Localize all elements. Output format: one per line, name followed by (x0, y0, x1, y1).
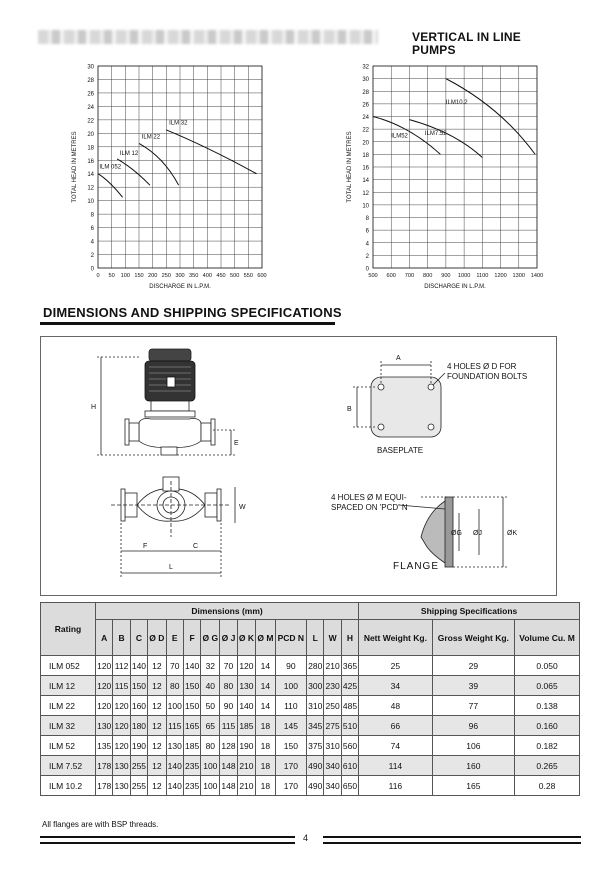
table-cell: 170 (275, 776, 306, 796)
table-cell: 255 (130, 776, 147, 796)
table-cell: 490 (307, 756, 324, 776)
table-cell: 100 (166, 696, 183, 716)
dim-col-header: Ø J (220, 620, 237, 656)
rating-cell: ILM 7.52 (41, 756, 96, 776)
table-cell: 160 (432, 756, 515, 776)
table-cell: 14 (256, 656, 276, 676)
footnote: All flanges are with BSP threads. (42, 820, 159, 829)
table-cell: 12 (148, 756, 166, 776)
x-axis-label: DISCHARGE IN L.P.M. (149, 284, 211, 290)
x-tick-label: 250 (161, 273, 172, 279)
table-cell: 650 (341, 776, 358, 796)
x-tick-label: 400 (202, 273, 213, 279)
dim-label-l: L (169, 564, 173, 571)
table-cell: 130 (166, 736, 183, 756)
table-cell: 485 (341, 696, 358, 716)
pump-elevation-drawing (97, 349, 237, 455)
chart-large-pumps (335, 58, 555, 298)
table-cell: 340 (324, 756, 341, 776)
dim-col-header: Ø G (201, 620, 220, 656)
y-tick-label: 20 (362, 140, 369, 147)
table-cell: 12 (148, 696, 166, 716)
page-number: 4 (303, 833, 309, 843)
table-cell: 280 (307, 656, 324, 676)
dimension-drawings (41, 337, 556, 595)
x-tick-label: 800 (422, 273, 433, 279)
table-cell: 150 (275, 736, 306, 756)
chart-small-pumps-svg (60, 58, 280, 298)
flange-note-line1: 4 HOLES Ø M EQUI- (331, 493, 407, 502)
rating-cell: ILM 12 (41, 676, 96, 696)
y-tick-label: 26 (362, 102, 369, 109)
table-row (41, 736, 580, 756)
table-cell: 235 (183, 756, 200, 776)
dim-label-w: W (239, 504, 246, 511)
dim-label-b: B (347, 406, 352, 413)
x-tick-label: 900 (441, 273, 451, 279)
table-cell: 130 (237, 676, 255, 696)
table-cell: 115 (166, 716, 183, 736)
y-tick-label: 0 (90, 266, 94, 273)
x-tick-label: 1100 (476, 273, 489, 279)
table-cell: 0.065 (515, 676, 580, 696)
table-cell: 29 (432, 656, 515, 676)
table-cell: 340 (324, 776, 341, 796)
table-cell: 165 (183, 716, 200, 736)
x-axis-label: DISCHARGE IN L.P.M. (424, 284, 486, 290)
table-cell: 140 (237, 696, 255, 716)
table-cell: 235 (183, 776, 200, 796)
table-cell: 39 (432, 676, 515, 696)
table-row (41, 696, 580, 716)
rating-cell: ILM 32 (41, 716, 96, 736)
x-tick-label: 1000 (457, 273, 471, 279)
table-cell: 120 (113, 736, 130, 756)
table-cell: 185 (183, 736, 200, 756)
series-label: ILM 12 (119, 150, 139, 157)
table-cell: 210 (237, 756, 255, 776)
table-cell: 140 (130, 656, 147, 676)
table-cell: 0.160 (515, 716, 580, 736)
pump-plan-drawing (111, 477, 235, 577)
shipping-col-header: Volume Cu. M (515, 620, 580, 656)
dim-col-header: E (166, 620, 183, 656)
table-cell: 145 (275, 716, 306, 736)
table-row (41, 756, 580, 776)
table-cell: 74 (359, 736, 432, 756)
table-cell: 148 (220, 756, 237, 776)
y-tick-label: 0 (365, 266, 369, 273)
table-cell: 128 (220, 736, 237, 756)
dimension-drawings-panel (40, 336, 557, 596)
y-tick-label: 6 (90, 226, 94, 233)
series-label: ILM 32 (169, 120, 188, 127)
table-cell: 77 (432, 696, 515, 716)
x-tick-label: 350 (188, 273, 199, 279)
table-cell: 115 (220, 716, 237, 736)
y-tick-label: 8 (365, 216, 369, 222)
y-tick-label: 14 (362, 178, 369, 185)
table-cell: 185 (237, 716, 255, 736)
table-cell: 12 (148, 736, 166, 756)
y-tick-label: 2 (365, 253, 369, 260)
table-cell: 130 (113, 776, 130, 796)
table-cell: 375 (307, 736, 324, 756)
table-cell: 12 (148, 776, 166, 796)
table-cell: 40 (201, 676, 220, 696)
y-axis-label: TOTAL HEAD IN METRES (72, 131, 78, 203)
x-tick-label: 500 (229, 273, 240, 279)
y-tick-label: 2 (90, 253, 94, 260)
dim-col-header: F (183, 620, 200, 656)
x-tick-label: 600 (257, 273, 267, 279)
series-label: ILM 22 (141, 134, 161, 141)
series-label: ILM7.52 (424, 130, 447, 137)
table-row (41, 656, 580, 676)
chart-small-pumps (60, 58, 280, 298)
dim-label-f: F (143, 543, 148, 550)
table-cell: 106 (432, 736, 515, 756)
y-tick-label: 12 (362, 190, 369, 197)
table-row (41, 716, 580, 736)
table-cell: 110 (275, 696, 306, 716)
table-cell: 80 (201, 736, 220, 756)
dim-label-j: ØJ (473, 530, 482, 537)
table-cell: 160 (130, 696, 147, 716)
table-cell: 90 (275, 656, 306, 676)
table-cell: 190 (130, 736, 147, 756)
table-cell: 130 (113, 756, 130, 776)
y-tick-label: 24 (87, 104, 94, 111)
page-heading-line1: VERTICAL IN LINE (412, 30, 521, 44)
series-curve (117, 159, 150, 185)
table-cell: 150 (183, 676, 200, 696)
x-tick-label: 450 (216, 273, 226, 279)
table-cell: 130 (96, 716, 113, 736)
table-cell: 32 (201, 656, 220, 676)
section-title: DIMENSIONS AND SHIPPING SPECIFICATIONS (43, 305, 342, 320)
y-tick-label: 18 (362, 152, 369, 159)
table-cell: 120 (237, 656, 255, 676)
y-tick-label: 8 (90, 212, 94, 219)
dim-label-k: ØK (507, 530, 518, 537)
table-row (41, 776, 580, 796)
x-tick-label: 300 (175, 273, 185, 279)
y-tick-label: 6 (365, 228, 369, 235)
y-tick-label: 16 (87, 158, 94, 165)
table-cell: 425 (341, 676, 358, 696)
table-cell: 250 (324, 696, 341, 716)
table-cell: 12 (148, 656, 166, 676)
table-cell: 90 (220, 696, 237, 716)
table-cell: 135 (96, 736, 113, 756)
table-cell: 70 (220, 656, 237, 676)
table-cell: 165 (432, 776, 515, 796)
table-cell: 120 (96, 656, 113, 676)
dim-col-header: PCD N (275, 620, 306, 656)
table-cell: 180 (130, 716, 147, 736)
page-heading (412, 31, 582, 57)
y-tick-label: 4 (365, 241, 369, 248)
flange-label: FLANGE (393, 561, 440, 572)
table-cell: 70 (166, 656, 183, 676)
shipping-group-header: Shipping Specifications (359, 603, 580, 620)
table-cell: 0.265 (515, 756, 580, 776)
table-cell: 210 (237, 776, 255, 796)
y-tick-label: 18 (87, 145, 94, 152)
rating-cell: ILM 10.2 (41, 776, 96, 796)
table-cell: 150 (183, 696, 200, 716)
table-cell: 255 (130, 756, 147, 776)
table-cell: 210 (324, 656, 341, 676)
dim-label-c: C (193, 543, 199, 550)
table-cell: 18 (256, 716, 276, 736)
table-cell: 14 (256, 696, 276, 716)
table-cell: 120 (96, 696, 113, 716)
table-cell: 0.28 (515, 776, 580, 796)
table-cell: 148 (220, 776, 237, 796)
x-tick-label: 200 (147, 273, 158, 279)
table-cell: 230 (324, 676, 341, 696)
x-tick-label: 600 (386, 273, 396, 279)
table-cell: 140 (166, 756, 183, 776)
table-cell: 100 (201, 756, 220, 776)
x-tick-label: 1200 (494, 273, 507, 279)
x-tick-label: 1400 (530, 273, 544, 279)
y-tick-label: 26 (87, 91, 94, 98)
page-heading-line2: PUMPS (412, 43, 456, 57)
y-tick-label: 10 (87, 199, 94, 206)
table-cell: 34 (359, 676, 432, 696)
holes-note-line2: FOUNDATION BOLTS (447, 372, 528, 381)
table-cell: 0.182 (515, 736, 580, 756)
flange-note-line2: SPACED ON 'PCD' N (331, 503, 408, 512)
x-tick-label: 50 (108, 273, 115, 279)
table-cell: 140 (166, 776, 183, 796)
y-tick-label: 10 (362, 203, 369, 210)
footer-rule-right (323, 836, 581, 844)
dim-label-g: ØG (451, 530, 462, 537)
shipping-col-header: Nett Weight Kg. (359, 620, 432, 656)
series-label: ILM 052 (99, 164, 122, 171)
series-label: ILM52 (391, 133, 408, 140)
rating-cell: ILM 52 (41, 736, 96, 756)
blurred-header-text (38, 30, 378, 44)
dim-label-e: E (234, 440, 239, 447)
table-cell: 116 (359, 776, 432, 796)
y-axis-label: TOTAL HEAD IN METRES (347, 131, 353, 203)
table-cell: 18 (256, 736, 276, 756)
y-tick-label: 30 (362, 77, 369, 84)
y-tick-label: 4 (90, 239, 94, 246)
table-cell: 510 (341, 716, 358, 736)
table-cell: 100 (201, 776, 220, 796)
table-cell: 310 (324, 736, 341, 756)
y-tick-label: 28 (87, 77, 94, 84)
x-tick-label: 100 (120, 273, 131, 279)
series-label: ILM10.2 (445, 99, 468, 106)
section-underline (40, 322, 335, 325)
table-cell: 18 (256, 756, 276, 776)
y-tick-label: 22 (87, 118, 94, 125)
table-cell: 300 (307, 676, 324, 696)
table-cell: 65 (201, 716, 220, 736)
y-tick-label: 12 (87, 185, 94, 192)
dim-col-header: Ø D (148, 620, 166, 656)
table-row (41, 676, 580, 696)
table-cell: 14 (256, 676, 276, 696)
y-tick-label: 20 (87, 131, 94, 138)
specifications-body (41, 656, 580, 796)
table-cell: 310 (307, 696, 324, 716)
table-cell: 120 (113, 696, 130, 716)
y-tick-label: 32 (362, 64, 369, 71)
column-header-row (41, 620, 580, 656)
table-cell: 178 (96, 756, 113, 776)
specifications-table (40, 602, 580, 796)
dim-col-header: L (307, 620, 324, 656)
footer-rule-left (40, 836, 295, 844)
shipping-col-header: Gross Weight Kg. (432, 620, 515, 656)
rating-header: Rating (41, 603, 96, 656)
table-cell: 610 (341, 756, 358, 776)
table-cell: 0.138 (515, 696, 580, 716)
y-tick-label: 16 (362, 165, 369, 172)
y-tick-label: 22 (362, 127, 369, 134)
table-cell: 120 (96, 676, 113, 696)
table-cell: 140 (183, 656, 200, 676)
table-cell: 345 (307, 716, 324, 736)
table-cell: 80 (220, 676, 237, 696)
table-cell: 170 (275, 756, 306, 776)
table-cell: 50 (201, 696, 220, 716)
table-cell: 365 (341, 656, 358, 676)
table-cell: 12 (148, 676, 166, 696)
table-cell: 115 (113, 676, 130, 696)
table-cell: 490 (307, 776, 324, 796)
dim-col-header: A (96, 620, 113, 656)
table-cell: 100 (275, 676, 306, 696)
y-tick-label: 28 (362, 89, 369, 96)
dim-label-a: A (396, 355, 401, 362)
x-tick-label: 1300 (512, 273, 526, 279)
table-cell: 190 (237, 736, 255, 756)
baseplate-drawing (353, 361, 445, 437)
table-cell: 275 (324, 716, 341, 736)
dim-col-header: H (341, 620, 358, 656)
table-cell: 560 (341, 736, 358, 756)
dim-col-header: C (130, 620, 147, 656)
table-cell: 178 (96, 776, 113, 796)
table-cell: 18 (256, 776, 276, 796)
table-cell: 0.050 (515, 656, 580, 676)
table-cell: 12 (148, 716, 166, 736)
x-tick-label: 700 (404, 273, 415, 279)
table-cell: 48 (359, 696, 432, 716)
series-curve (98, 174, 123, 198)
y-tick-label: 14 (87, 172, 94, 179)
table-cell: 66 (359, 716, 432, 736)
table-cell: 150 (130, 676, 147, 696)
table-cell: 25 (359, 656, 432, 676)
baseplate-label: BASEPLATE (377, 446, 424, 455)
chart-large-pumps-svg (335, 58, 555, 298)
dim-label-h: H (91, 404, 97, 411)
dimensions-group-header: Dimensions (mm) (96, 603, 359, 620)
rating-cell: ILM 052 (41, 656, 96, 676)
dim-col-header: B (113, 620, 130, 656)
y-tick-label: 24 (362, 115, 369, 121)
holes-note-line1: 4 HOLES Ø D FOR (447, 362, 517, 371)
y-tick-label: 30 (87, 64, 94, 71)
table-cell: 112 (113, 656, 130, 676)
series-curve (139, 143, 179, 185)
dim-col-header: Ø M (256, 620, 276, 656)
table-cell: 120 (113, 716, 130, 736)
rating-cell: ILM 22 (41, 696, 96, 716)
table-cell: 80 (166, 676, 183, 696)
dim-col-header: Ø K (237, 620, 255, 656)
x-tick-label: 550 (243, 273, 254, 279)
table-cell: 114 (359, 756, 432, 776)
x-tick-label: 150 (134, 273, 144, 279)
table-cell: 96 (432, 716, 515, 736)
dim-col-header: W (324, 620, 341, 656)
x-tick-label: 500 (368, 273, 378, 279)
x-tick-label: 0 (96, 273, 100, 279)
